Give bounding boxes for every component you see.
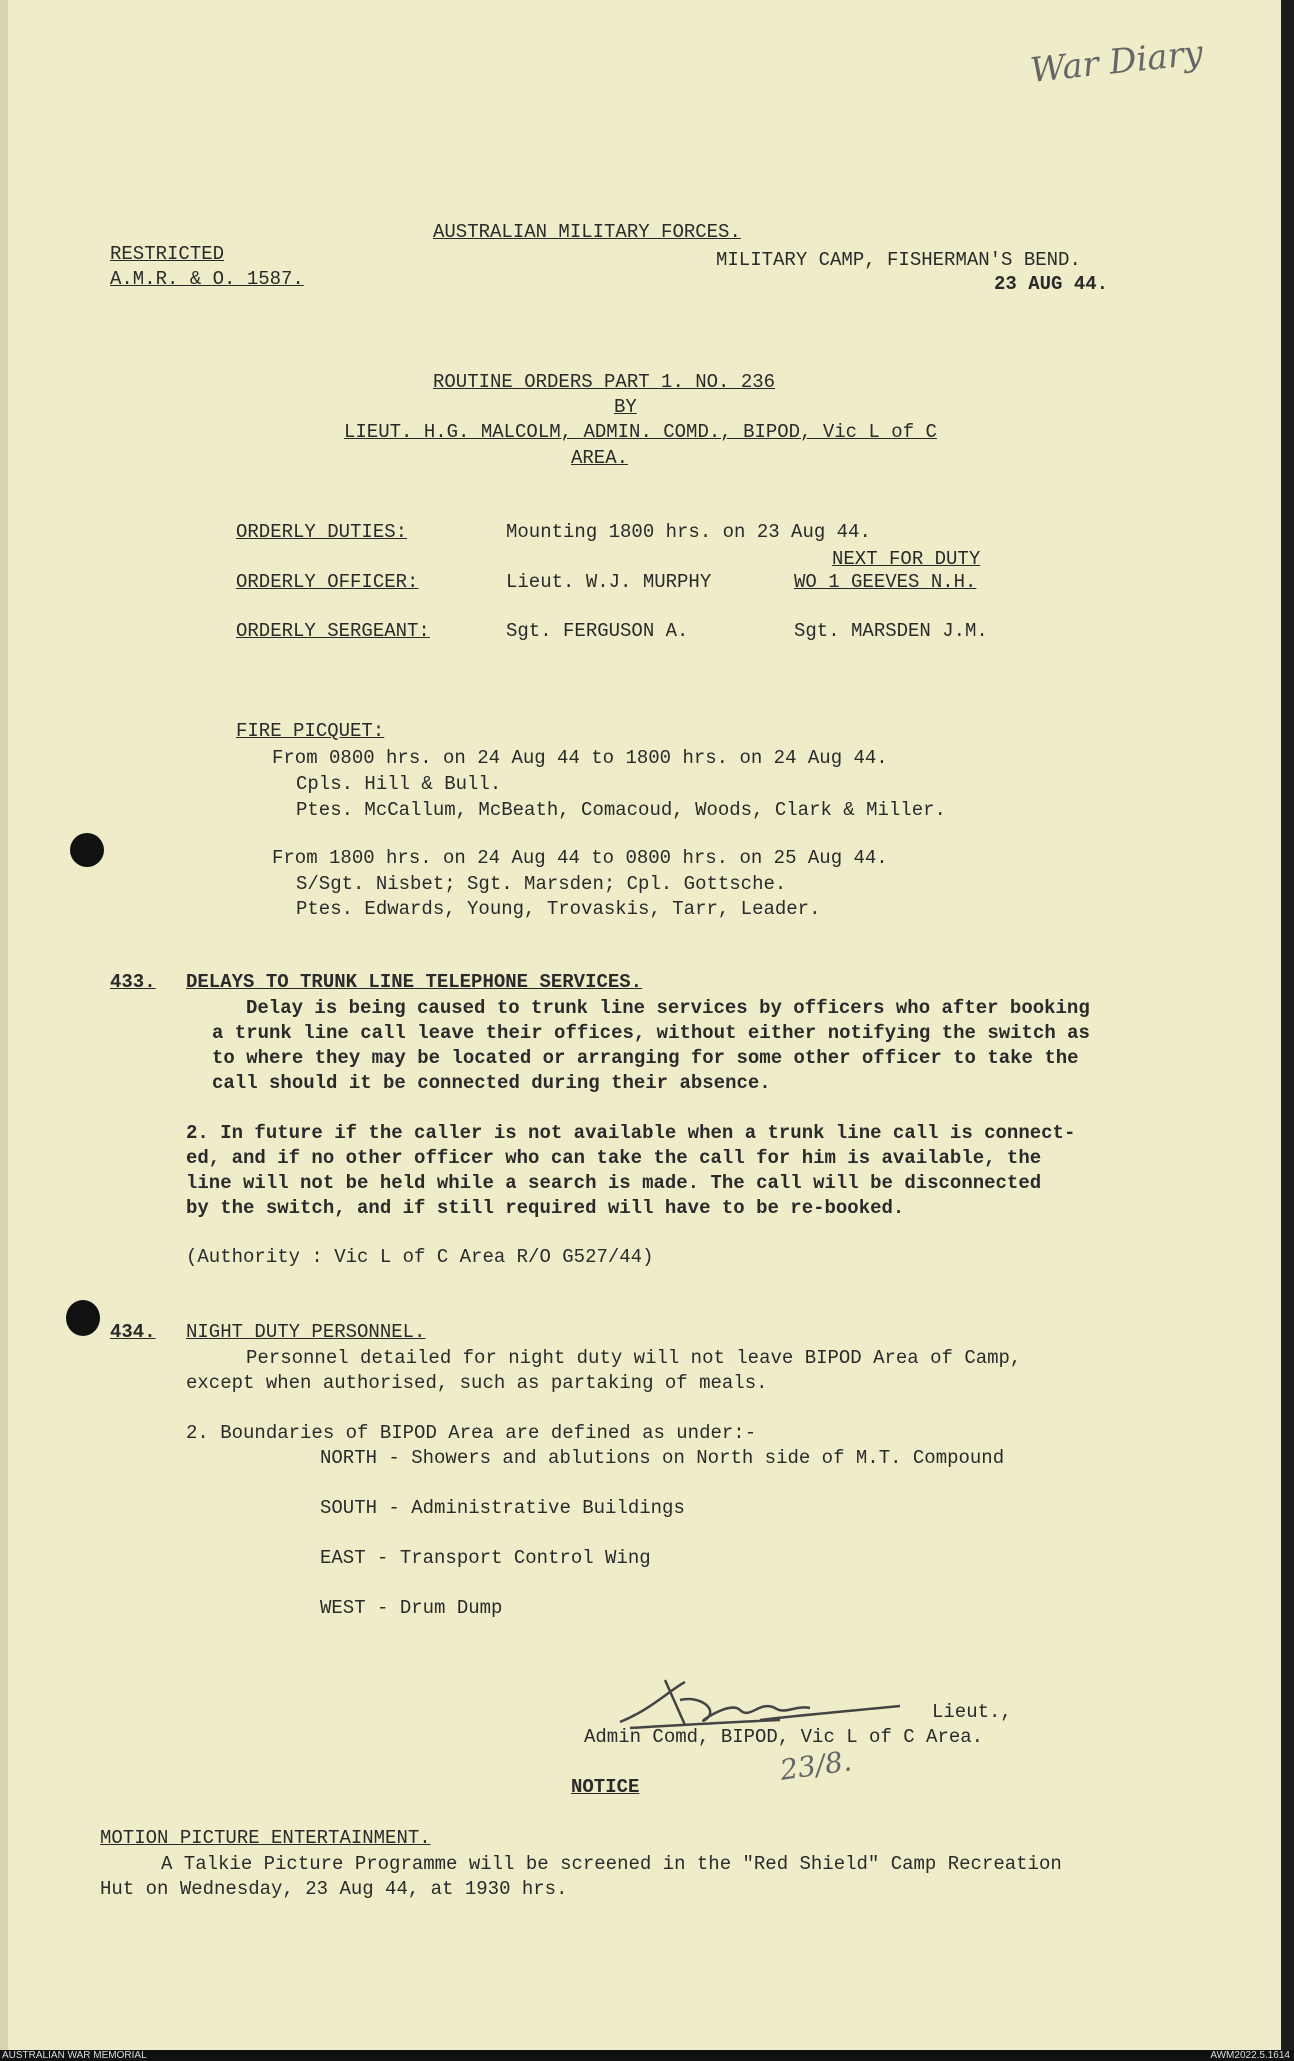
item-heading: DELAYS TO TRUNK LINE TELEPHONE SERVICES. [186, 971, 643, 993]
boundary-south: SOUTH - Administrative Buildings [320, 1497, 685, 1519]
paragraph-line: except when authorised, such as partaking of meals. [186, 1372, 768, 1394]
next-for-duty-label: NEXT FOR DUTY [832, 548, 981, 570]
notice-label: NOTICE [571, 1776, 640, 1798]
fire-picquet-line: S/Sgt. Nisbet; Sgt. Marsden; Cpl. Gottsche. [296, 873, 787, 895]
paragraph-line: line will not be held while a search is made. The call will be disconnected [186, 1172, 1042, 1194]
authority-reference: (Authority : Vic L of C Area R/O G527/44) [186, 1246, 654, 1268]
boundary-east: EAST - Transport Control Wing [320, 1547, 651, 1569]
orderly-officer-value: Lieut. W.J. MURPHY [506, 571, 712, 593]
paragraph-line: ed, and if no other officer who can take the call for him is available, the [186, 1147, 1042, 1169]
fire-picquet-heading: FIRE PICQUET: [236, 720, 385, 742]
order-title: ROUTINE ORDERS PART 1. NO. 236 [433, 371, 776, 393]
archive-name: AUSTRALIAN WAR MEMORIAL [2, 2050, 147, 2061]
item-number: 434. [110, 1321, 156, 1343]
paragraph-line: a trunk line call leave their offices, without either notifying the switch as [212, 1022, 1090, 1044]
item-number: 433. [110, 971, 156, 993]
fire-picquet-line: Ptes. McCallum, McBeath, Comacoud, Woods, Clark & Miller. [296, 799, 946, 821]
fire-picquet-line: From 0800 hrs. on 24 Aug 44 to 1800 hrs. on 24 Aug 44. [272, 747, 888, 769]
war-diary-annotation: War Diary [1028, 33, 1205, 91]
paragraph-line: call should it be connected during their absence. [212, 1072, 771, 1094]
punch-hole-top [70, 833, 104, 867]
amr-reference: A.M.R. & O. 1587. [110, 268, 304, 290]
fire-picquet-line: From 1800 hrs. on 24 Aug 44 to 0800 hrs. on 25 Aug 44. [272, 847, 888, 869]
item-heading: NIGHT DUTY PERSONNEL. [186, 1321, 426, 1343]
orderly-officer-next: WO 1 GEEVES N.H. [794, 571, 977, 593]
paragraph-line: to where they may be located or arranging for some other officer to take the [212, 1047, 1079, 1069]
orderly-sergeant-next: Sgt. MARSDEN J.M. [794, 620, 988, 642]
paragraph-line: 2. In future if the caller is not available when a trunk line call is connect- [186, 1122, 1076, 1144]
notice-line: Hut on Wednesday, 23 Aug 44, at 1930 hrs. [100, 1878, 568, 1900]
page-edge [0, 0, 8, 2050]
boundary-north: NORTH - Showers and ablutions on North side of M.T. Compound [320, 1447, 1005, 1469]
handwritten-date: 23/8. [777, 1744, 854, 1787]
archive-reference: AWM2022.5.1614 [1210, 2050, 1290, 2061]
paragraph-line: 2. Boundaries of BIPOD Area are defined as under:- [186, 1422, 757, 1444]
orderly-sergeant-value: Sgt. FERGUSON A. [506, 620, 689, 642]
paragraph-line: Delay is being caused to trunk line services by officers who after booking [246, 997, 1090, 1019]
scan-border [1281, 0, 1294, 2050]
paragraph-line: by the switch, and if still required will have to be re-booked. [186, 1197, 905, 1219]
org-heading: AUSTRALIAN MILITARY FORCES. [433, 221, 741, 243]
camp-location: MILITARY CAMP, FISHERMAN'S BEND. [716, 249, 1081, 271]
paragraph-line: Personnel detailed for night duty will not leave BIPOD Area of Camp, [246, 1347, 1022, 1369]
order-title-area: AREA. [571, 447, 629, 469]
orderly-officer-label: ORDERLY OFFICER: [236, 571, 419, 593]
punch-hole-bottom [66, 1300, 100, 1336]
orderly-sergeant-label: ORDERLY SERGEANT: [236, 620, 430, 642]
order-title-issuer: LIEUT. H.G. MALCOLM, ADMIN. COMD., BIPOD, Vic L of C [344, 421, 937, 443]
notice-line: A Talkie Picture Programme will be screened in the "Red Shield" Camp Recreation [161, 1853, 1062, 1875]
orderly-duties-value: Mounting 1800 hrs. on 23 Aug 44. [506, 521, 871, 543]
fire-picquet-line: Ptes. Edwards, Young, Trovaskis, Tarr, Leader. [296, 898, 821, 920]
boundary-west: WEST - Drum Dump [320, 1597, 503, 1619]
orderly-duties-label: ORDERLY DUTIES: [236, 521, 408, 543]
restricted-label: RESTRICTED [110, 243, 225, 265]
signature-rank: Lieut., [932, 1701, 1012, 1723]
notice-heading: MOTION PICTURE ENTERTAINMENT. [100, 1827, 431, 1849]
fire-picquet-line: Cpls. Hill & Bull. [296, 773, 502, 795]
archive-footer [0, 2050, 1294, 2061]
order-title-by: BY [614, 396, 637, 418]
document-date: 23 AUG 44. [994, 273, 1109, 295]
signature-title: Admin Comd, BIPOD, Vic L of C Area. [584, 1726, 984, 1748]
